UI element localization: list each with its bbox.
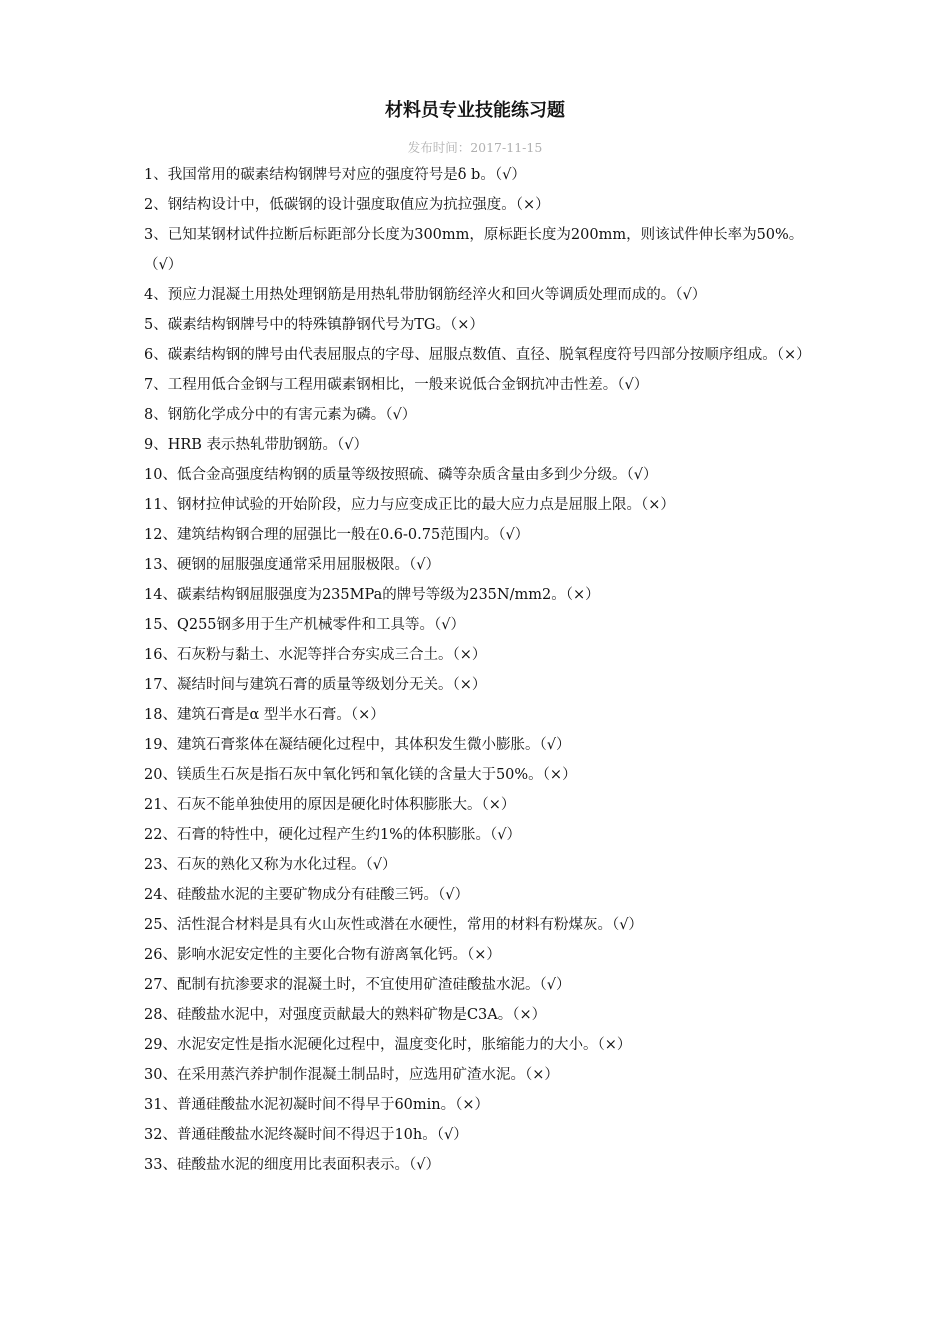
question-item: 25、活性混合材料是具有火山灰性或潜在水硬性，常用的材料有粉煤灰。（√） bbox=[144, 917, 643, 933]
publish-date: 发布时间：2017-11-15 bbox=[407, 140, 543, 155]
question-item: 14、碳素结构钢屈服强度为235MPa的牌号等级为235N/mm2。（×） bbox=[144, 587, 600, 603]
question-item: 7、工程用低合金钢与工程用碳素钢相比，一般来说低合金钢抗冲击性差。（√） bbox=[144, 377, 649, 393]
question-item: 2、钢结构设计中，低碳钢的设计强度取值应为抗拉强度。（×） bbox=[144, 197, 550, 213]
question-item: 26、影响水泥安定性的主要化合物有游离氧化钙。（×） bbox=[144, 947, 501, 963]
question-item: 1、我国常用的碳素结构钢牌号对应的强度符号是δ b。（√） bbox=[144, 167, 526, 183]
question-item: 31、普通硅酸盐水泥初凝时间不得早于60min。（×） bbox=[144, 1097, 490, 1113]
question-item: 30、在采用蒸汽养护制作混凝土制品时，应选用矿渣水泥。（×） bbox=[144, 1067, 559, 1083]
question-item: 19、建筑石膏浆体在凝结硬化过程中，其体积发生微小膨胀。（√） bbox=[144, 737, 571, 753]
question-item: 5、碳素结构钢牌号中的特殊镇静钢代号为TG。（×） bbox=[144, 317, 484, 333]
question-item: 9、HRB 表示热轧带肋钢筋。（√） bbox=[144, 437, 369, 453]
question-item: 6、碳素结构钢的牌号由代表屈服点的字母、屈服点数值、直径、脱氧程度符号四部分按顺序组成。（×） bbox=[144, 347, 811, 363]
question-item: 12、建筑结构钢合理的屈强比一般在0.6-0.75范围内。（√） bbox=[144, 527, 530, 543]
question-item: 23、石灰的熟化又称为水化过程。（√） bbox=[144, 857, 397, 873]
question-item: 24、硅酸盐水泥的主要矿物成分有硅酸三钙。（√） bbox=[144, 887, 469, 903]
question-item: 33、硅酸盐水泥的细度用比表面积表示。（√） bbox=[144, 1157, 440, 1173]
question-item: 27、配制有抗渗要求的混凝土时，不宜使用矿渣硅酸盐水泥。（√） bbox=[144, 977, 571, 993]
question-item: 18、建筑石膏是α 型半水石膏。（×） bbox=[144, 707, 385, 723]
question-item: 11、钢材拉伸试验的开始阶段，应力与应变成正比的最大应力点是屈服上限。（×） bbox=[144, 497, 675, 513]
page-title: 材料员专业技能练习题 bbox=[385, 100, 565, 121]
question-item: 32、普通硅酸盐水泥终凝时间不得迟于10h。（√） bbox=[144, 1127, 468, 1143]
question-item: 10、低合金高强度结构钢的质量等级按照硫、磷等杂质含量由多到少分级。（√） bbox=[144, 467, 658, 483]
question-item: 20、镁质生石灰是指石灰中氧化钙和氧化镁的含量大于50%。（×） bbox=[144, 767, 577, 783]
question-item: 17、凝结时间与建筑石膏的质量等级划分无关。（×） bbox=[144, 677, 487, 693]
question-item: 28、硅酸盐水泥中，对强度贡献最大的熟料矿物是C3A。（×） bbox=[144, 1007, 547, 1023]
question-item: 3、已知某钢材试件拉断后标距部分长度为300mm，原标距长度为200mm，则该试件伸长率为50%。（√） bbox=[144, 227, 804, 273]
question-item: 29、水泥安定性是指水泥硬化过程中，温度变化时，胀缩能力的大小。（×） bbox=[144, 1037, 632, 1053]
question-item: 21、石灰不能单独使用的原因是硬化时体积膨胀大。（×） bbox=[144, 797, 516, 813]
question-item: 8、钢筋化学成分中的有害元素为磷。（√） bbox=[144, 407, 417, 423]
question-list bbox=[144, 160, 816, 1180]
question-item: 15、Q255钢多用于生产机械零件和工具等。（√） bbox=[144, 617, 466, 633]
question-item: 16、石灰粉与黏土、水泥等拌合夯实成三合土。（×） bbox=[144, 647, 487, 663]
question-item: 4、预应力混凝土用热处理钢筋是用热轧带肋钢筋经淬火和回火等调质处理而成的。（√） bbox=[144, 287, 707, 303]
question-item: 13、硬钢的屈服强度通常采用屈服极限。（√） bbox=[144, 557, 440, 573]
question-item: 22、石膏的特性中，硬化过程产生约1%的体积膨胀。（√） bbox=[144, 827, 521, 843]
